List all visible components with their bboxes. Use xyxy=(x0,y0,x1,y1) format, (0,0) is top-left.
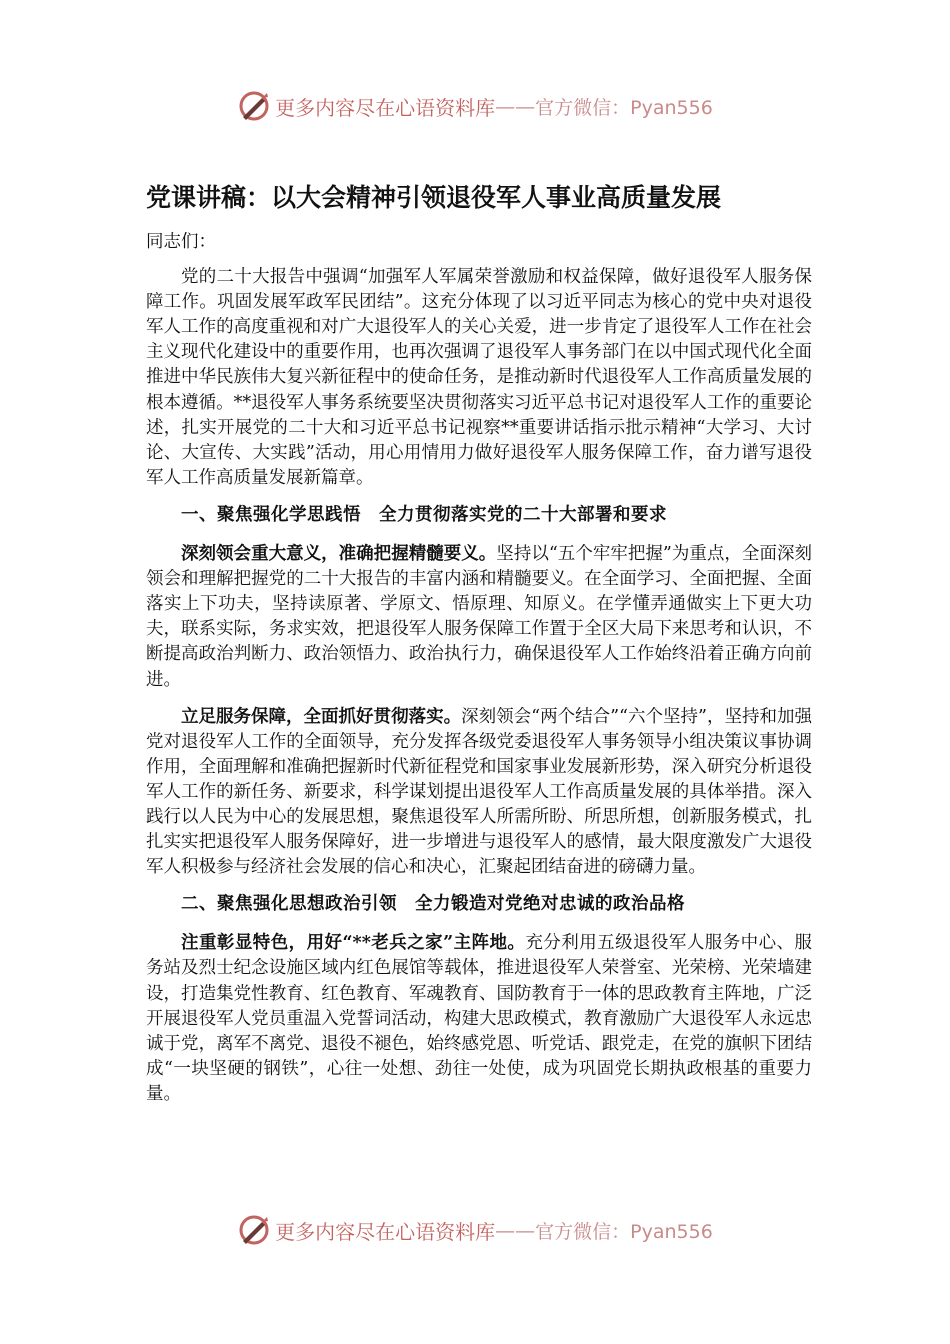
header-banner xyxy=(0,86,950,126)
banner-main-text: 更多内容尽在心语资料库 xyxy=(275,1219,496,1244)
pen-logo-icon xyxy=(237,1213,271,1247)
intro-paragraph: 党的二十大报告中强调“加强军人军属荣誉激励和权益保障，做好退役军人服务保障工作。巩固发展军政军民团结”。这充分体现了以习近平同志为核心的党中央对退役军人工作的高度重视和对广大退役军人的关心关爱，进一步肯定了退役军人工作在社会主义现代化建设中的重要作用，也再次强调了退役军人事务部门在以中国式现代化全面推进中华民族伟大复兴新征程中的使命任务，是推动新时代退役军人工作高质量发展的根本遵循。**退役军人事务系统要坚决贯彻落实习近平总书记对退役军人工作的重要论述，扎实开展党的二十大和习近平总书记视察**重要讲话指示批示精神“大学习、大讨论、大宣传、大实践”活动，用心用情用力做好退役军人服务保障工作，奋力谱写退役军人工作高质量发展新篇章。 xyxy=(146,267,812,488)
document-body xyxy=(146,230,812,1119)
section-1-p2-lead: 立足服务保障，全面抓好贯彻落实。 xyxy=(181,706,462,727)
banner-wechat-text: 官方微信：Pyan556 xyxy=(535,1220,713,1243)
section-1-p1-body: 坚持以“五个牢牢把握”为重点，全面深刻领会和理解把握党的二十大报告的丰富内涵和精髓要义。在全面学习、全面把握、全面落实上下功夫，坚持读原著、学原文、悟原理、知原义。在学懂弄通做实上下更大功夫，联系实际，务求实效，把退役军人服务保障工作置于全区大局下来思考和认识，不断提高政治判断力、政治领悟力、政治执行力，确保退役军人工作始终沿着正确方向前进。 xyxy=(146,544,812,690)
banner-dash: —— xyxy=(495,1218,536,1242)
banner-dash: —— xyxy=(495,94,536,118)
section-2-p1-lead: 注重彰显特色，用好“**老兵之家”主阵地。 xyxy=(181,933,526,954)
section-2-heading: 二、聚焦强化思想政治引领 全力锻造对党绝对忠诚的政治品格 xyxy=(181,894,685,915)
banner-main-text: 更多内容尽在心语资料库 xyxy=(275,95,496,120)
section-2-p1-body: 充分利用五级退役军人服务中心、服务站及烈士纪念设施区域内红色展馆等载体，推进退役军人荣誉室、光荣榜、光荣墙建设，打造集党性教育、红色教育、军魂教育、国防教育于一体的思政教育主阵地，广泛开展退役军人党员重温入党誓词活动，构建大思政模式，教育激励广大退役军人永远忠诚于党，离军不离党、退役不褪色，始终感党恩、听党话、跟党走，在党的旗帜下团结成“一块坚硬的钢铁”，心往一处想、劲往一处使，成为巩固党长期执政根基的重要力量。 xyxy=(146,933,813,1104)
footer-banner xyxy=(0,1210,950,1250)
section-1-p2-body: 深刻领会“两个结合”“六个坚持”，坚持和加强党对退役军人工作的全面领导，充分发挥各级党委退役军人事务领导小组决策议事协调作用，全面理解和准确把握新时代新征程党和国家事业发展新形势，深入研究分析退役军人工作的新任务、新要求，科学谋划提出退役军人工作高质量发展的具体举措。深入践行以人民为中心的发展思想，聚焦退役军人所需所盼、所思所想，创新服务模式，扎扎实实把退役军人服务保障好，进一步增进与退役军人的感情，最大限度激发广大退役军人积极参与经济社会发展的信心和决心，汇聚起团结奋进的磅礴力量。 xyxy=(146,706,812,878)
section-1-paragraph-2 xyxy=(146,705,812,881)
section-2-paragraph-1 xyxy=(146,931,812,1107)
section-1-paragraph-1 xyxy=(146,542,812,693)
pen-logo-icon xyxy=(237,89,271,123)
page-title: 党课讲稿：以大会精神引领退役军人事业高质量发展 xyxy=(146,183,722,212)
banner-wechat-text: 官方微信：Pyan556 xyxy=(535,96,713,119)
section-1-heading: 一、聚焦强化学思践悟 全力贯彻落实党的二十大部署和要求 xyxy=(181,504,667,525)
section-1-p1-lead: 深刻领会重大意义，准确把握精髓要义。 xyxy=(181,544,497,565)
greeting: 同志们： xyxy=(146,232,216,252)
